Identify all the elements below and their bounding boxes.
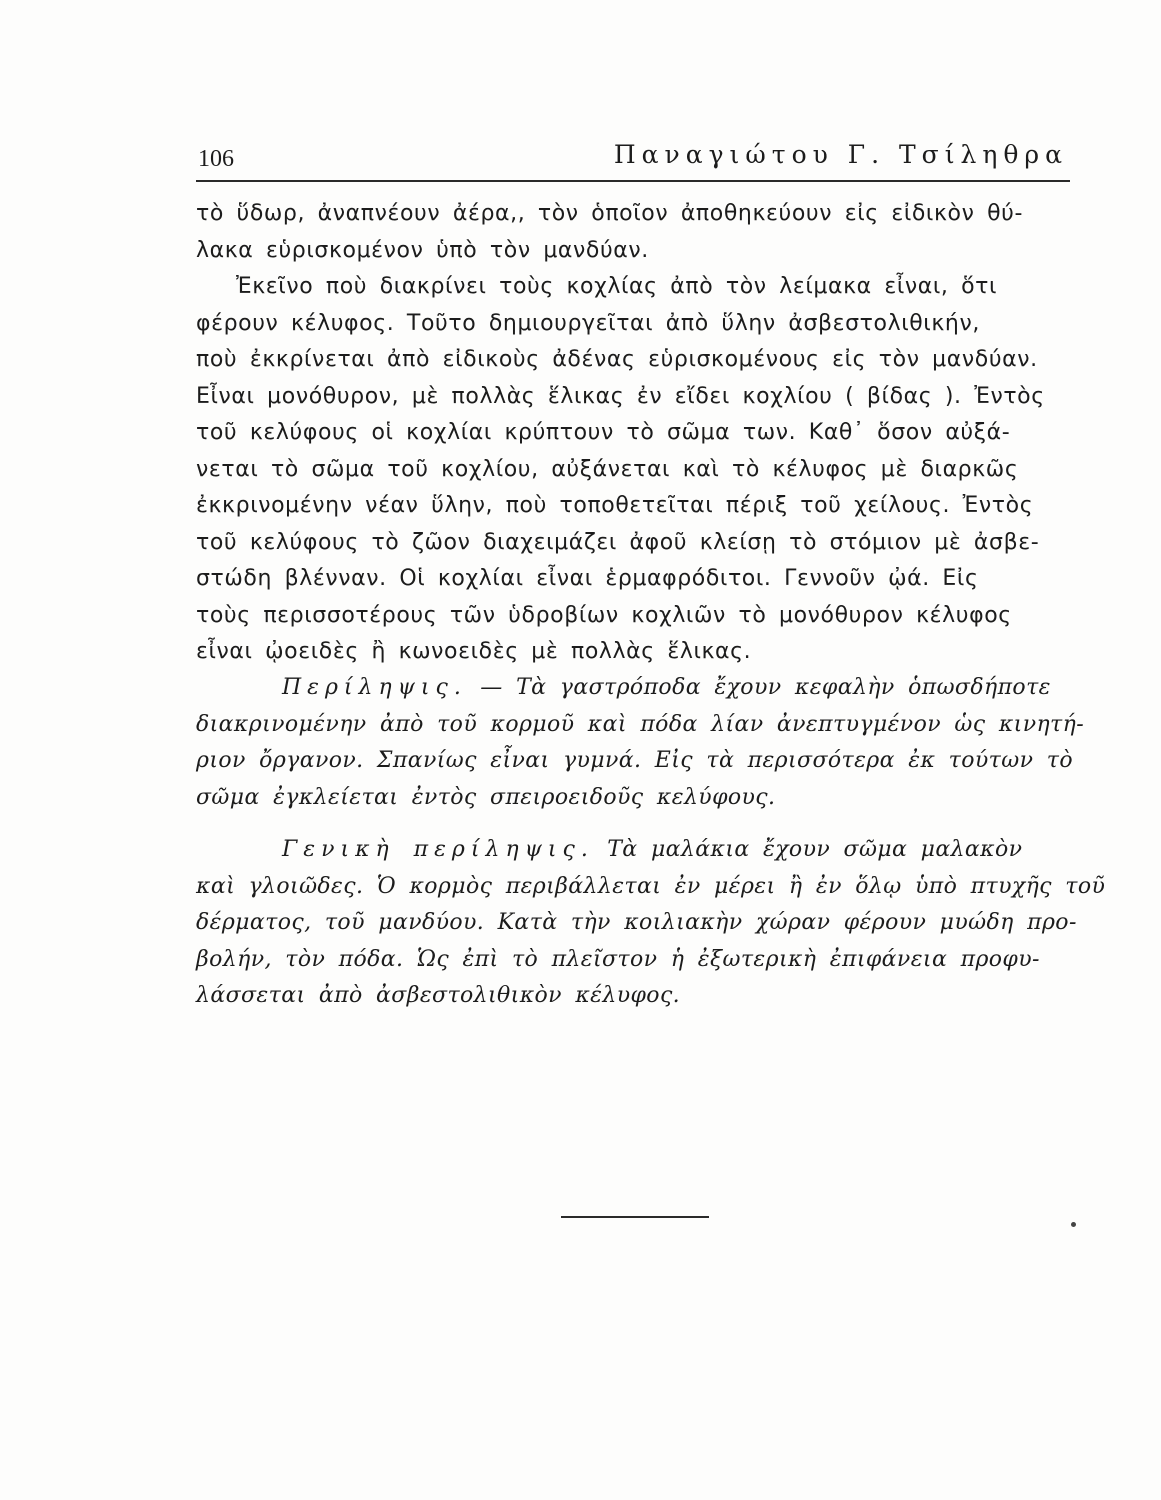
summary-section — [196, 670, 1085, 816]
page-header — [196, 128, 1068, 176]
general-summary-section — [196, 832, 1106, 1015]
summary-line: διακρινομένην ἀπὸ τοῦ κορμοῦ καὶ πόδα λίαν ἀνεπτυγμένον ὡς κινητή- — [196, 711, 1085, 737]
text-line: στώδη βλένναν. Οἱ κοχλίαι εἶναι ἑρμαφρόδιτοι. Γεννοῦν ᾠά. Εἰς — [196, 566, 979, 591]
running-head: Παναγιώτου Γ. Τσίληθρα — [613, 140, 1068, 169]
general-summary-line: λάσσεται ἀπὸ ἀσβεστολιθικὸν κέλυφος. — [196, 983, 681, 1008]
text-line: τοὺς περισσοτέρους τῶν ὑδροβίων κοχλιῶν τὸ μονόθυρον κέλυφος — [196, 602, 1012, 628]
text-line: τοῦ κελύφους οἱ κοχλίαι κρύπτουν τὸ σῶμα των. Καθ᾽ ὅσον αὐξά- — [196, 420, 1011, 445]
general-summary-line: βολήν, τὸν πόδα. Ὡς ἐπὶ τὸ πλεῖστον ἡ ἐξωτερικὴ ἐπιφάνεια προφυ- — [196, 946, 1040, 972]
text-line: ἐκκρινομένην νέαν ὕλην, ποὺ τοποθετεῖται πέριξ τοῦ χείλους. Ἐντὸς — [196, 493, 1034, 518]
print-mark — [1071, 1222, 1076, 1227]
text-line: εἶναι ᾠοειδὲς ἢ κωνοειδὲς μὲ πολλὰς ἕλικας. — [196, 639, 752, 664]
summary-text: — Τὰ γαστρόποδα ἔχουν κεφαλὴν ὁπωσδήποτε — [480, 675, 1051, 700]
text-line: τὸ ὕδωρ, ἀναπνέουν ἀέρα,, τὸν ὁποῖον ἀποθηκεύουν εἰς εἰδικὸν θύ- — [196, 201, 1024, 226]
summary-first-line — [196, 670, 1078, 707]
text-line: Εἶναι μονόθυρον, μὲ πολλὰς ἕλικας ἐν εἴδει κοχλίου ( βίδας ). Ἐντὸς — [196, 383, 1045, 409]
summary-line: σῶμα ἐγκλείεται ἐντὸς σπειροειδοῦς κελύφους. — [196, 784, 776, 810]
header-rule — [196, 180, 1070, 182]
text-line: Ἐκεῖνο ποὺ διακρίνει τοὺς κοχλίας ἀπὸ τὸν λείμακα εἶναι, ὅτι — [236, 274, 998, 299]
general-summary-line: δέρματος, τοῦ μανδύου. Κατὰ τὴν κοιλιακὴν χώραν φέρουν μυώδη προ- — [196, 910, 1077, 935]
section-end-rule — [561, 1216, 709, 1218]
summary-line: ριον ὄργανον. Σπανίως εἶναι γυμνά. Εἰς τὰ περισσότερα ἐκ τούτων τὸ — [196, 748, 1073, 773]
page-number: 106 — [198, 146, 234, 172]
text-line: λακα εὑρισκομένον ὑπὸ τὸν μανδύαν. — [196, 237, 649, 263]
general-summary-heading: Γενικὴ περίληψις. — [282, 837, 594, 862]
general-summary-line: καὶ γλοιῶδες. Ὁ κορμὸς περιβάλλεται ἐν μέρει ἢ ἐν ὅλῳ ὑπὸ πτυχῆς τοῦ — [196, 873, 1106, 899]
text-line: τοῦ κελύφους τὸ ζῶον διαχειμάζει ἀφοῦ κλείσῃ τὸ στόμιον μὲ ἀσβε- — [196, 529, 1040, 555]
text-line: ποὺ ἐκκρίνεται ἀπὸ εἰδικοὺς ἀδένας εὑρισκομένους εἰς τὸν μανδύαν. — [196, 347, 1038, 372]
general-summary-first-line — [196, 832, 1078, 869]
summary-heading: Περίληψις. — [282, 675, 467, 700]
text-line: νεται τὸ σῶμα τοῦ κοχλίου, αὐξάνεται καὶ τὸ κέλυφος μὲ διαρκῶς — [196, 456, 1019, 482]
text-line: φέρουν κέλυφος. Τοῦτο δημιουργεῖται ἀπὸ ὕλην ἀσβεστολιθικήν, — [196, 310, 980, 336]
main-text — [196, 196, 1078, 671]
general-summary-text: Τὰ μαλάκια ἔχουν σῶμα μαλακὸν — [607, 837, 1023, 862]
